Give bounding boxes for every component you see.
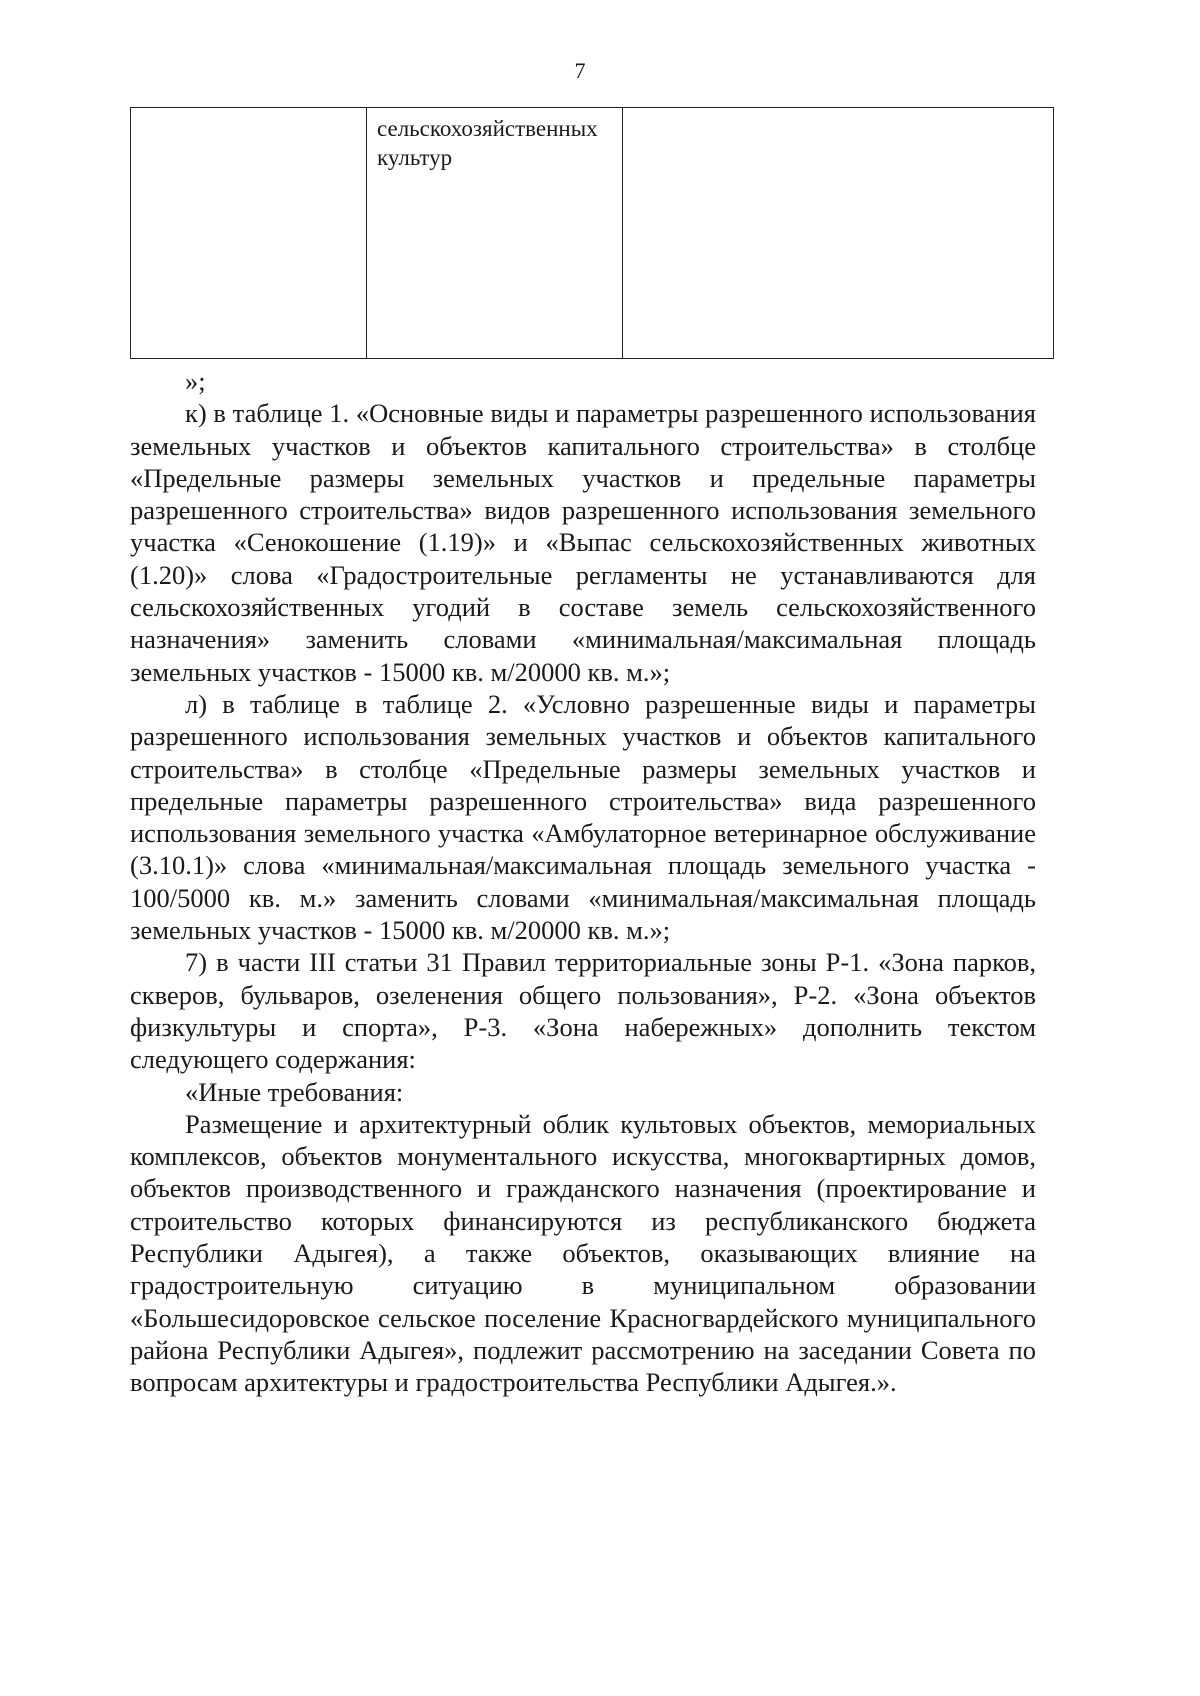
closing-quote: »; <box>185 366 206 396</box>
page-number: 7 <box>574 58 586 83</box>
paragraph-item-7: 7) в части III статьи 31 Правил территориальные зоны Р-1. «Зона парков, скверов, бульваров, озеленения общего пользования», Р-2. «Зона объектов физкультуры и спорта», Р-3. «Зона набережных» дополнить текстом следующего содержания: <box>130 947 1036 1075</box>
paragraph-item-k: к) в таблице 1. «Основные виды и параметры разрешенного использования земельных участков и объектов капитального строительства» в столбце «Предельные размеры земельных участков и предельные параметры разрешенного строительства» видов разрешенного использования земельного участка «Сенокошение (1.19)» и «Выпас сельскохозяйственных животных (1.20)» слова «Градостроительные регламенты не устанавливаются для сельскохозяйственных угодий в составе земель сельскохозяйственного назначения» заменить словами «минимальная/максимальная площадь земельных участков - 15000 кв. м/20000 кв. м.»; <box>130 398 1036 687</box>
paragraph-placement: Размещение и архитектурный облик культовых объектов, мемориальных комплексов, объектов монументального искусства, многоквартирных домов, объектов производственного и гражданского назначения (проектирование и строительство которых финансируются из республиканского бюджета Республики Адыгея), а также объектов, оказывающих влияние на градостроительную ситуацию в муниципальном образовании «Большесидоровское сельское поселение Красногвардейского муниципального района Республики Адыгея», подлежит рассмотрению на заседании Совета по вопросам архитектуры и градостроительства Республики Адыгея.». <box>130 1108 1036 1398</box>
table-cell-parameters <box>623 108 1054 359</box>
table-row <box>131 108 1054 359</box>
paragraph-item-l: л) в таблице в таблице 2. «Условно разрешенные виды и параметры разрешенного использования земельных участков и объектов капитального строительства» в столбце «Предельные размеры земельных участков и предельные параметры разрешенного строительства» вида разрешенного использования земельного участка «Амбулаторное ветеринарное обслуживание (3.10.1)» слова «минимальная/максимальная площадь земельного участка - 100/5000 кв. м.» заменить словами «минимальная/максимальная площадь земельных участков - 15000 кв. м/20000 кв. м.»; <box>130 688 1036 946</box>
table-cell-use-type: сельскохозяйственных культур <box>367 108 623 359</box>
table-cell-zone <box>131 108 367 359</box>
paragraph-other-requirements: «Иные требования: <box>185 1076 404 1107</box>
document-body <box>130 365 1036 1399</box>
continuation-table <box>130 107 1054 359</box>
